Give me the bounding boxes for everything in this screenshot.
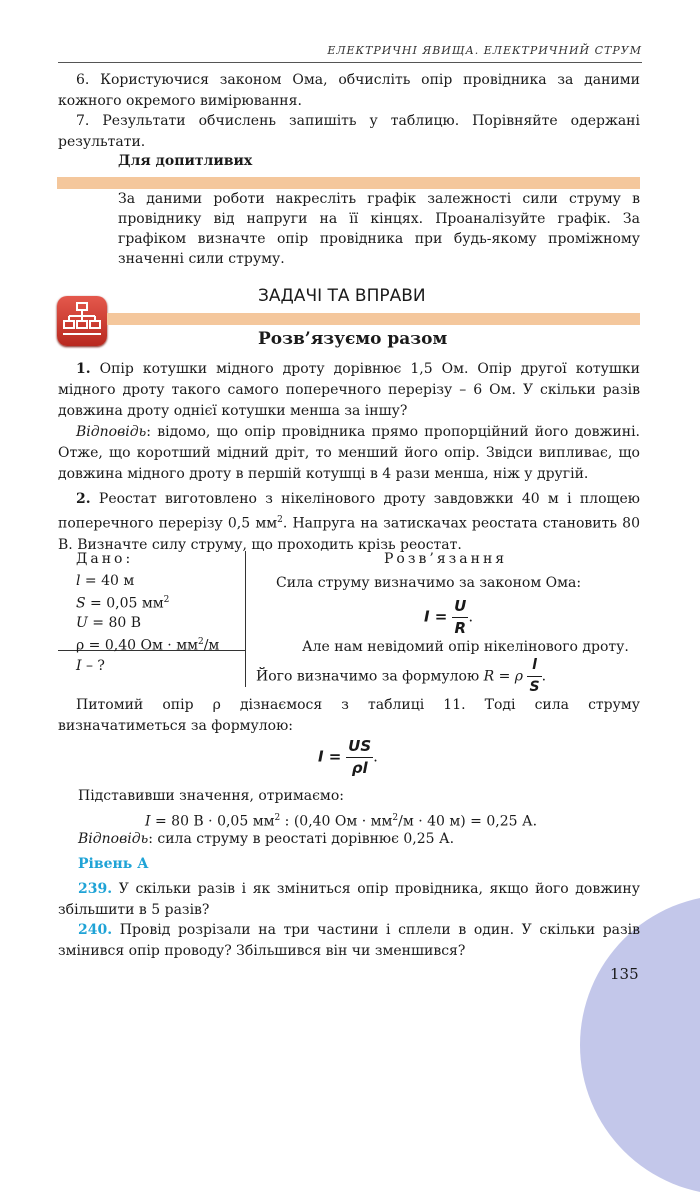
- level-a-title: Рівень А: [78, 856, 149, 872]
- find-value: I – ?: [76, 658, 105, 674]
- problem-1: 1. Опір котушки мідного дроту дорівнює 1,5 Ом. Опір другої котушки мідного дроту такого самого поперечного перерізу – 6 Ом. У скільки разів довжина дроту однієї котушки менша за іншу?: [58, 361, 640, 419]
- step-7: 7. Результати обчислень запишіть у таблицю. Порівняйте одержані результати.: [58, 113, 640, 150]
- current-formula: I = $\frac{US}{\rho l}$ .: [318, 737, 378, 777]
- task-239: 239. У скільки разів і як зміниться опір провідника, якщо його довжину збільшити в 5 разів?: [58, 881, 640, 918]
- ohm-law-formula: I = $\frac{U}{R}$ .: [424, 597, 474, 637]
- table-divider-vertical: [245, 551, 246, 687]
- curious-text: За даними роботи накресліть графік залежності сили струму в провіднику від напруги на її кінцях. Проаналізуйте графік. За графіком визначте опір провідника при будь-якому проміжному значенні сили струму.: [118, 191, 640, 267]
- given-list: l = 40 м S = 0,05 $мм^2$ U = 80 В ρ = 0,40 Ом · $мм^2/м$: [76, 573, 220, 654]
- problem-1-answer: Відповідь: відомо, що опір провідника прямо пропорційний його довжині. Отже, що коротший мідний дріт, то менший його опір. Звідси випливає, що довжина мідного дроту в першій котушці в 4 рази менша, ніж у другій.: [58, 424, 640, 482]
- task-240: 240. Провід розрізали на три частини і сплели в один. У скільки разів змінився опір проводу? Збільшився він чи зменшився?: [58, 922, 640, 959]
- page-number: 135: [610, 965, 639, 983]
- solve-together-title: Розв’язуємо разом: [258, 329, 448, 349]
- problem-2: 2. Реостат виготовлено з нікелінового дроту завдовжки 40 м і площею поперечного перерізу 0,5 $мм^2$. Напруга на затискачах реостата становить 80 В. Визначте силу струму, що проходить крізь реостат.: [58, 491, 640, 553]
- tasks-bar: [107, 313, 640, 325]
- calculation: I = 80 В · 0,05 $мм^2$ : (0,40 Ом · $мм^2/м \cdot 40$ м) = 0,25 А.: [145, 813, 538, 830]
- substitution-text: Підставивши значення, отримаємо:: [78, 788, 344, 804]
- problem-2-answer: Відповідь: сила струму в реостаті дорівнює 0,25 А.: [78, 831, 455, 847]
- tasks-title: ЗАДАЧІ ТА ВПРАВИ: [258, 286, 426, 306]
- step-6: 6. Користуючися законом Ома, обчисліть опір провідника за даними кожного окремого вимірювання.: [58, 72, 640, 109]
- resistivity-text: Питомий опір ρ дізнаємося з таблиці 11. Тоді сила струму визначатиметься за формулою:: [58, 697, 640, 734]
- running-title: ЕЛЕКТРИЧНІ ЯВИЩА. ЕЛЕКТРИЧНИЙ СТРУМ: [327, 44, 642, 57]
- curious-title: Для допитливих: [118, 153, 253, 169]
- solution-line-3: Його визначимо за формулою R = ρ $\frac{l}{S}$ .: [256, 657, 547, 695]
- given-label: Дано:: [76, 551, 134, 567]
- header-divider: [58, 62, 642, 63]
- curious-bar: [57, 177, 640, 189]
- solution-line-1: Сила струму визначимо за законом Ома:: [276, 575, 582, 591]
- hierarchy-icon: [57, 296, 107, 346]
- solution-line-2: Але нам невідомий опір нікелінового дроту.: [302, 639, 629, 655]
- solution-label: Розв’язання: [384, 551, 508, 567]
